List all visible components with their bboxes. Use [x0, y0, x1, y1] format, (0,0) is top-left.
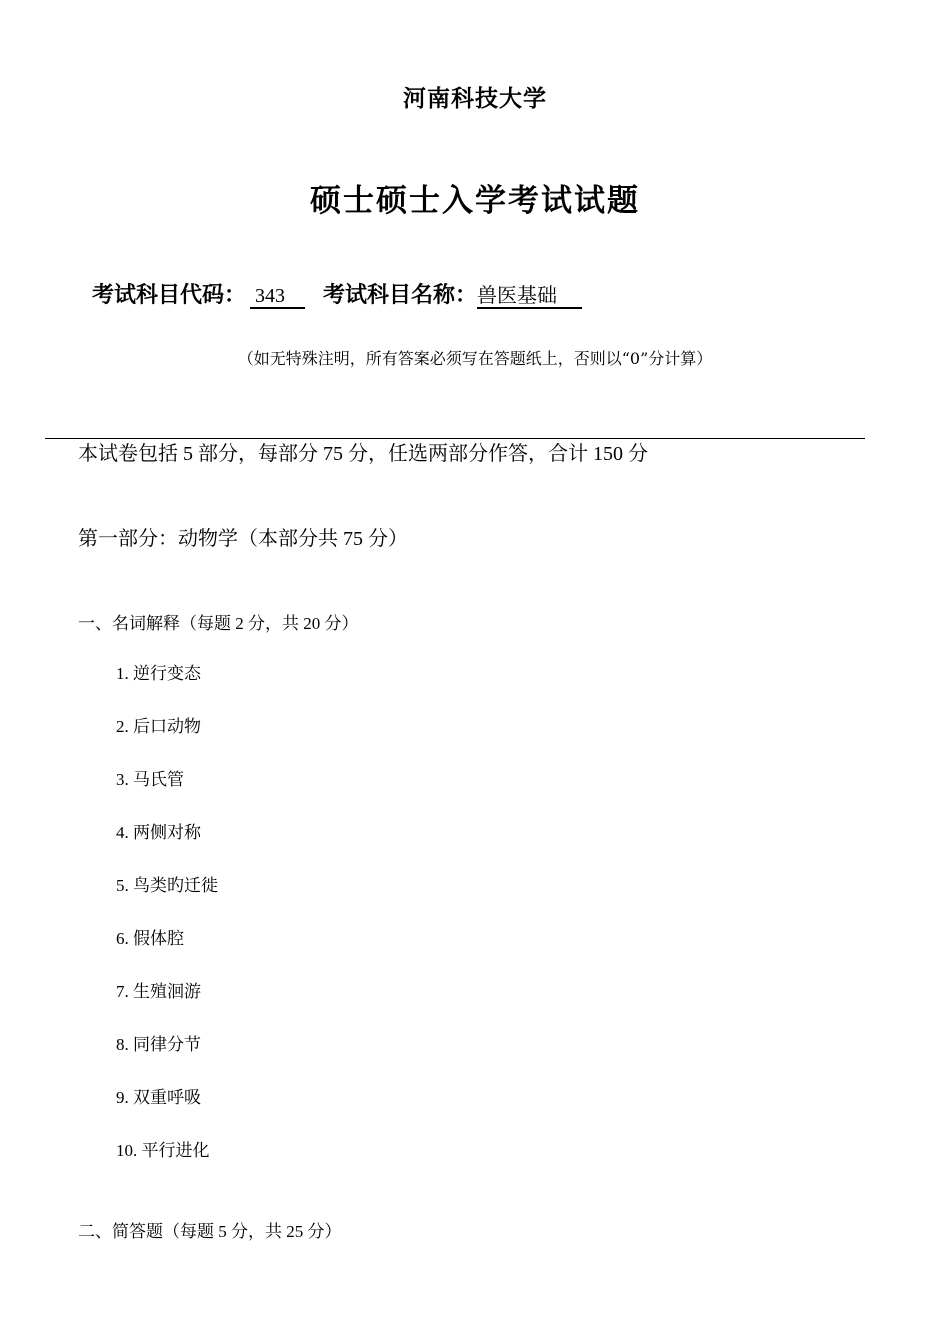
term-item: 7. 生殖洄游 — [116, 982, 201, 1001]
term-item: 1. 逆行变态 — [116, 664, 201, 683]
subject-code-value: 343 — [250, 285, 306, 307]
exam-title: 硕士硕士入学考试试题 — [310, 183, 640, 219]
term-item: 2. 后口动物 — [116, 717, 201, 736]
university-name: 河南科技大学 — [403, 86, 547, 112]
term-item: 4. 两侧对称 — [116, 823, 201, 842]
subject-info — [92, 278, 582, 309]
subject-code-label: 考试科目代码： — [92, 283, 247, 308]
answer-instruction-note: （如无特殊注明，所有答案必须写在答题纸上，否则以“0”分计算） — [237, 349, 713, 368]
subject-name-label: 考试科目名称： — [323, 283, 478, 308]
section-two-heading: 二、简答题（每题 5 分，共 25 分） — [78, 1222, 342, 1241]
term-item: 5. 鸟类旳迁徙 — [116, 876, 218, 895]
section-one-heading: 一、名词解释（每题 2 分，共 20 分） — [78, 614, 359, 633]
term-item: 6. 假体腔 — [116, 929, 184, 948]
term-item: 8. 同律分节 — [116, 1035, 201, 1054]
term-item: 10. 平行进化 — [116, 1141, 210, 1160]
term-item: 9. 双重呼吸 — [116, 1088, 201, 1107]
part-one-heading: 第一部分：动物学（本部分共 75 分） — [78, 528, 408, 550]
subject-name-value: 兽医基础 — [477, 285, 583, 307]
term-item: 3. 马氏管 — [116, 770, 184, 789]
exam-intro: 本试卷包括 5 部分，每部分 75 分，任选两部分作答，合计 150 分 — [78, 443, 648, 465]
